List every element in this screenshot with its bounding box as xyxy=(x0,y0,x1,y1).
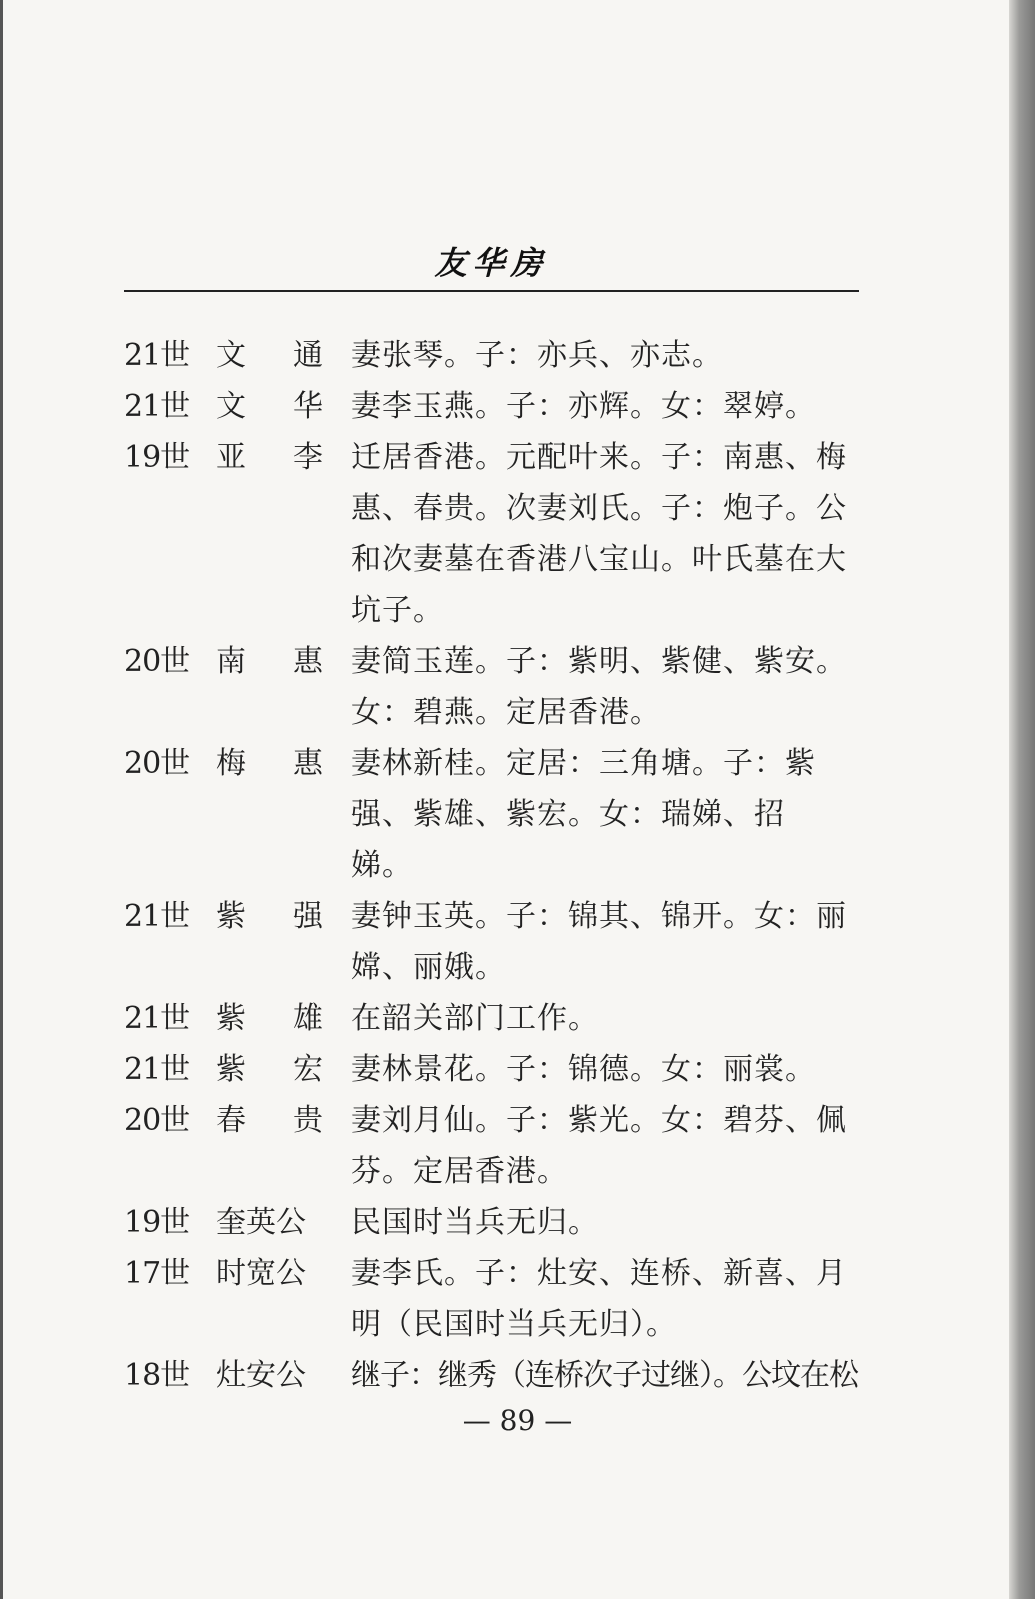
name-char: 贵 xyxy=(293,1103,323,1138)
generation-label: 21世 xyxy=(124,899,190,934)
generation-label: 21世 xyxy=(124,389,190,424)
name-char: 南 xyxy=(216,644,246,679)
name-char: 惠 xyxy=(293,746,323,781)
entry-description: 妻简玉莲。子：紫明、紫健、紫安。 女：碧燕。定居香港。 xyxy=(351,644,847,730)
name-char: 紫 xyxy=(216,1001,246,1036)
generation-label: 17世 xyxy=(124,1256,190,1291)
generation-label: 20世 xyxy=(124,1103,190,1138)
entry-row xyxy=(124,1095,864,1197)
name-char: 华 xyxy=(293,389,323,424)
header-title: 友华房 xyxy=(434,244,549,282)
person-name xyxy=(216,330,351,381)
entry-row xyxy=(124,381,864,432)
entry-description: 妻李氏。子：灶安、连桥、新喜、月 明（民国时当兵无归）。 xyxy=(351,1256,847,1342)
person-name: 奎英公 xyxy=(216,1205,306,1240)
entry-description: 妻林新桂。定居：三角塘。子：紫 强、紫雄、紫宏。女：瑞娣、招 娣。 xyxy=(351,746,816,883)
entry-description: 迁居香港。元配叶来。子：南惠、梅 惠、春贵。次妻刘氏。子：炮子。公 和次妻墓在香港八宝山。叶氏墓在大 坑子。 xyxy=(351,440,847,628)
entry-row xyxy=(124,330,864,381)
page-left-edge xyxy=(0,0,3,1599)
entry-description: 民国时当兵无归。 xyxy=(351,1205,599,1240)
name-char: 李 xyxy=(293,440,323,475)
generation-label: 20世 xyxy=(124,644,190,679)
name-char: 紫 xyxy=(216,1052,246,1087)
generation-label: 20世 xyxy=(124,746,190,781)
page-number: — 89 — xyxy=(462,1404,573,1437)
generation-label: 18世 xyxy=(124,1358,190,1393)
person-name xyxy=(216,432,351,483)
header-rule xyxy=(124,290,859,292)
name-char: 宏 xyxy=(293,1052,323,1087)
genealogy-entries xyxy=(124,330,864,1401)
entry-row xyxy=(124,891,864,993)
entry-description: 在韶关部门工作。 xyxy=(351,1001,599,1036)
name-char: 亚 xyxy=(216,440,246,475)
person-name xyxy=(216,738,351,789)
person-name xyxy=(216,891,351,942)
entry-row xyxy=(124,636,864,738)
name-char: 春 xyxy=(216,1103,246,1138)
generation-label: 19世 xyxy=(124,1205,190,1240)
name-char: 紫 xyxy=(216,899,246,934)
generation-label: 21世 xyxy=(124,338,190,373)
entry-row xyxy=(124,432,864,636)
entry-row xyxy=(124,993,864,1044)
person-name xyxy=(216,1095,351,1146)
entry-description: 妻李玉燕。子：亦辉。女：翠婷。 xyxy=(351,389,816,424)
person-name: 时宽公 xyxy=(216,1256,306,1291)
entry-description: 妻林景花。子：锦德。女：丽裳。 xyxy=(351,1052,816,1087)
entry-row xyxy=(124,1044,864,1095)
entry-row xyxy=(124,738,864,891)
person-name xyxy=(216,636,351,687)
name-char: 文 xyxy=(216,389,246,424)
entry-description: 继子：继秀（连桥次子过继）。公坟在松 xyxy=(351,1358,858,1393)
name-char: 通 xyxy=(293,338,323,373)
name-char: 惠 xyxy=(293,644,323,679)
generation-label: 21世 xyxy=(124,1052,190,1087)
name-char: 梅 xyxy=(216,746,246,781)
person-name xyxy=(216,1044,351,1095)
person-name: 灶安公 xyxy=(216,1358,306,1393)
generation-label: 19世 xyxy=(124,440,190,475)
running-header xyxy=(124,232,859,292)
entry-description: 妻张琴。子：亦兵、亦志。 xyxy=(351,338,723,373)
person-name xyxy=(216,381,351,432)
page-right-edge xyxy=(1009,0,1035,1599)
name-char: 强 xyxy=(293,899,323,934)
entry-row xyxy=(124,1350,864,1401)
entry-row xyxy=(124,1248,864,1350)
name-char: 文 xyxy=(216,338,246,373)
generation-label: 21世 xyxy=(124,1001,190,1036)
name-char: 雄 xyxy=(293,1001,323,1036)
person-name xyxy=(216,993,351,1044)
entry-row xyxy=(124,1197,864,1248)
entry-description: 妻刘月仙。子：紫光。女：碧芬、佩 芬。定居香港。 xyxy=(351,1103,847,1189)
entry-description: 妻钟玉英。子：锦其、锦开。女：丽 嫦、丽娥。 xyxy=(351,899,847,985)
